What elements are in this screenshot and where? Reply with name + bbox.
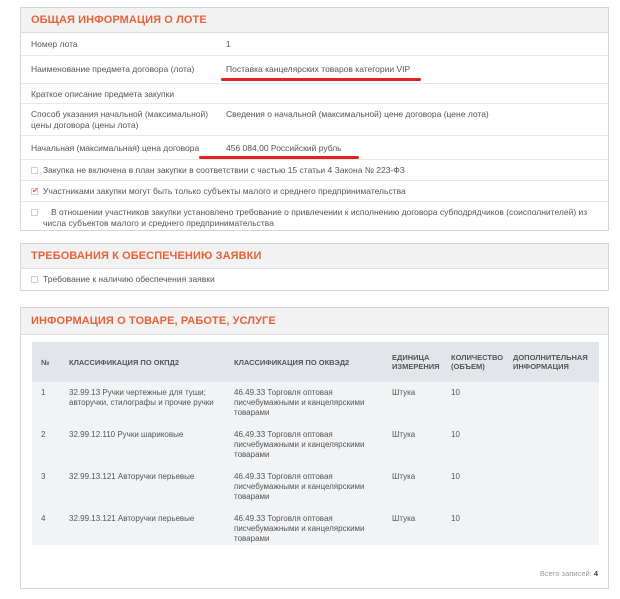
row-qty: 10 [451,514,460,523]
table-row [32,470,599,512]
row-okpd: 32.99.13 Ручки чертежные для туши; авторучки, стилографы и прочие ручки [69,388,214,407]
subject-value: Поставка канцелярских товаров категории VIP [226,64,411,74]
info-row-price [21,136,608,160]
row-unit: Штука [392,388,416,397]
goods-title: ИНФОРМАЦИЯ О ТОВАРЕ, РАБОТЕ, УСЛУГЕ [31,315,276,327]
goods-table [32,342,599,545]
col-num-header[interactable]: № [41,357,50,367]
requirements-panel [20,243,609,291]
price-method-value: Сведения о начальной (максимальной) цене договора (цене лота) [226,109,489,119]
lot-number-value: 1 [226,39,231,49]
description-label: Краткое описание предмета закупки [31,89,175,99]
sme-check-label: Участниками закупки могут быть только субъекты малого и среднего предпринимательства [43,186,406,196]
row-qty: 10 [451,430,460,439]
security-checkbox[interactable] [31,276,38,283]
check-row-sme [21,181,608,202]
goods-header [21,308,608,335]
table-row [32,386,599,428]
records-count-value: 4 [593,569,598,578]
row-qty: 10 [451,472,460,481]
table-header [32,342,599,382]
price-value: 456 084,00 Российский рубль [226,143,342,153]
checkmark-icon: ✔ [32,186,39,195]
sme-checkbox[interactable] [31,188,38,195]
col-okpd-header[interactable]: КЛАССИФИКАЦИЯ ПО ОКПД2 [69,357,180,367]
lot-number-label: Номер лота [31,39,78,49]
check-row-security [21,268,608,290]
subject-label: Наименование предмета договора (лота) [31,64,195,74]
row-qty: 10 [451,388,460,397]
row-okpd: 32.99.13.121 Авторучки перьевые [69,472,195,481]
row-okved: 46.49.33 Торговля оптовая писчебумажными и канцелярскими товарами [234,472,365,501]
plan-check-label: Закупка не включена в план закупки в соответствии с частью 15 статьи 4 Закона № 223-ФЗ [43,165,405,175]
row-okpd: 32.99.13.121 Авторучки перьевые [69,514,195,523]
lot-info-title: ОБЩАЯ ИНФОРМАЦИЯ О ЛОТЕ [31,14,207,26]
check-row-plan [21,160,608,181]
info-row-subject [21,56,608,84]
col-okved-header[interactable]: КЛАССИФИКАЦИЯ ПО ОКВЭД2 [234,357,350,367]
row-okved: 46.49.33 Торговля оптовая писчебумажными и канцелярскими товарами [234,388,365,417]
row-okved: 46.49.33 Торговля оптовая писчебумажными и канцелярскими товарами [234,430,365,459]
row-unit: Штука [392,430,416,439]
col-unit-header[interactable]: ЕДИНИЦА ИЗМЕРЕНИЯ [392,353,440,371]
row-num: 3 [41,472,46,481]
row-okved: 46.49.33 Торговля оптовая писчебумажными и канцелярскими товарами [234,514,365,543]
row-num: 4 [41,514,46,523]
price-underline-mark [199,156,359,159]
table-row [32,428,599,470]
info-row-description [21,84,608,104]
goods-panel [20,307,609,589]
lot-info-panel [20,7,609,231]
info-row-lot-number [21,32,608,56]
requirements-title: ТРЕБОВАНИЯ К ОБЕСПЕЧЕНИЮ ЗАЯВКИ [31,250,262,262]
table-row [32,512,599,554]
subcontract-check-label: В отношении участников закупки установлено требование о привлечении к исполнению договора субподрядчиков (соисполнителей) из числа субъектов малого и среднего предпринимательства [43,207,588,228]
check-row-subcontract [21,202,608,232]
row-okpd: 32.99.12.110 Ручки шариковые [69,430,184,439]
records-count [540,569,598,578]
records-count-label: Всего записей: [539,569,592,578]
info-row-price-method [21,104,608,136]
row-num: 2 [41,430,46,439]
table-body [32,382,599,545]
price-label: Начальная (максимальная) цена договора [31,143,200,153]
row-num: 1 [41,388,46,397]
plan-checkbox[interactable] [31,167,38,174]
price-method-label: Способ указания начальной (максимальной) цены договора (цены лота) [31,109,209,130]
lot-info-header [21,8,608,33]
row-unit: Штука [392,472,416,481]
row-unit: Штука [392,514,416,523]
col-qty-header[interactable]: КОЛИЧЕСТВО (ОБЪЕМ) [451,353,504,371]
requirements-header [21,244,608,269]
subject-underline-mark [221,78,421,81]
security-check-label: Требование к наличию обеспечения заявки [43,274,215,284]
subcontract-checkbox[interactable] [31,209,38,216]
col-extra-header[interactable]: ДОПОЛНИТЕЛЬНАЯ ИНФОРМАЦИЯ [513,353,588,371]
